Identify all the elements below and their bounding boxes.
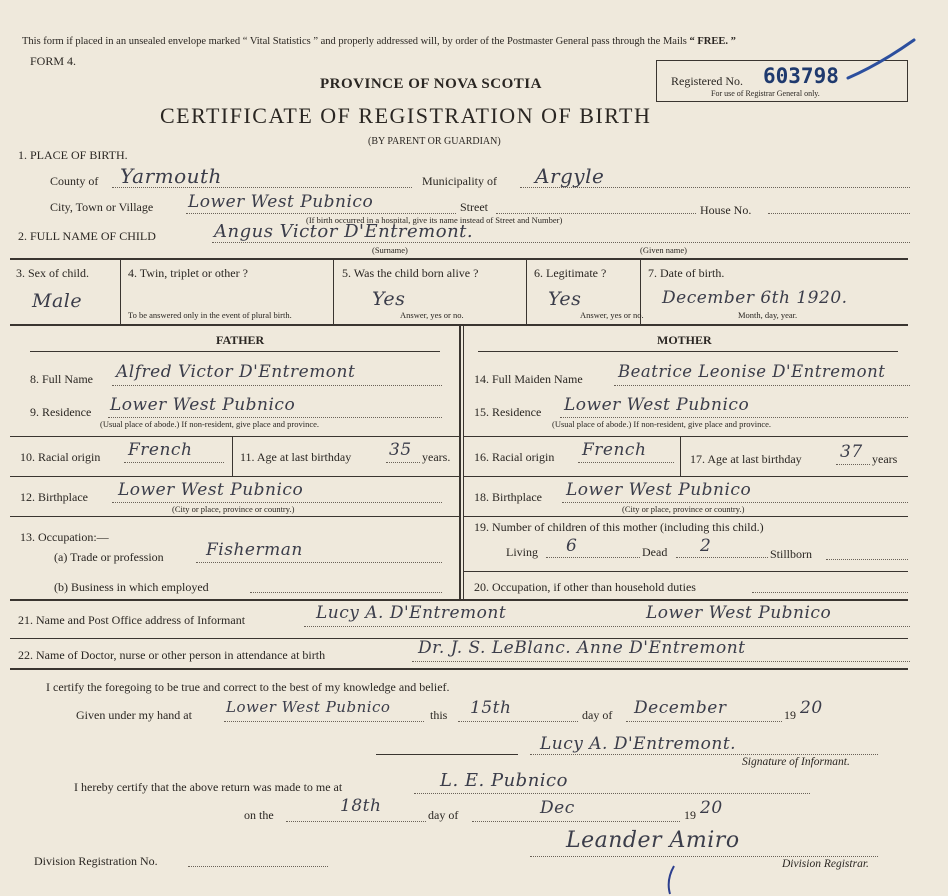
date-of-birth-note: Month, day, year. <box>738 310 798 320</box>
year-value: 20 <box>800 698 823 718</box>
registered-number: 603798 <box>763 64 839 88</box>
certificate-subtitle: (BY PARENT OR GUARDIAN) <box>368 136 501 147</box>
mother-children-label: 19. Number of children of this mother (including this child.) <box>474 520 764 534</box>
mother-racial-label: 16. Racial origin <box>474 450 555 464</box>
return-year-prefix: 19 <box>684 808 696 822</box>
return-day-of-label: day of <box>428 808 459 822</box>
mother-occupation-label: 20. Occupation, if other than household duties <box>474 580 696 594</box>
ink-stroke-mark <box>664 864 678 896</box>
twin-label: 4. Twin, triplet or other ? <box>128 266 248 280</box>
informant-signature: Lucy A. D'Entremont. <box>540 734 737 754</box>
father-birthplace-label: 12. Birthplace <box>20 490 88 504</box>
father-business-label: (b) Business in which employed <box>54 580 209 594</box>
father-residence-label: 9. Residence <box>30 405 92 419</box>
informant-address-value: Lower West Pubnico <box>646 603 832 623</box>
mother-residence-value: Lower West Pubnico <box>564 395 750 415</box>
mother-residence-label: 15. Residence <box>474 405 542 419</box>
given-label: Given under my hand at <box>76 708 192 722</box>
living-value: 6 <box>566 536 578 556</box>
province-title: PROVINCE OF NOVA SCOTIA <box>320 76 542 92</box>
registrar-tick-mark <box>840 36 920 86</box>
return-day-value: 18th <box>340 796 382 816</box>
municipality-value: Argyle <box>535 164 605 188</box>
sex-value: Male <box>32 290 83 312</box>
stillborn-label: Stillborn <box>770 547 813 561</box>
informant-name-value: Lucy A. D'Entremont <box>316 603 507 623</box>
street-label: Street <box>460 200 488 214</box>
dead-value: 2 <box>700 536 712 556</box>
father-name-value: Alfred Victor D'Entremont <box>116 362 356 382</box>
return-year-value: 20 <box>700 798 723 818</box>
registrar-note: For use of Registrar General only. <box>711 89 820 98</box>
registrar-label: Division Registrar. <box>782 858 869 870</box>
mother-name-label: 14. Full Maiden Name <box>474 372 583 386</box>
division-number-label: Division Registration No. <box>34 854 158 868</box>
place-of-birth-label: 1. PLACE OF BIRTH. <box>18 148 128 162</box>
father-age-unit: years. <box>422 450 451 464</box>
father-occupation-label: 13. Occupation:— <box>20 530 109 544</box>
father-trade-label: (a) Trade or profession <box>54 550 164 564</box>
doctor-label: 22. Name of Doctor, nurse or other person in attendance at birth <box>18 648 326 662</box>
year-prefix: 19 <box>784 708 796 722</box>
father-residence-value: Lower West Pubnico <box>110 395 296 415</box>
date-of-birth-label: 7. Date of birth. <box>648 266 725 280</box>
given-name-note: (Given name) <box>640 245 687 255</box>
child-name-label: 2. FULL NAME OF CHILD <box>18 229 156 243</box>
mother-residence-note: (Usual place of abode.) If non-resident, give place and province. <box>552 419 772 429</box>
day-value: 15th <box>470 698 512 718</box>
surname-note: (Surname) <box>372 245 408 255</box>
mother-age-label: 17. Age at last birthday <box>690 452 802 466</box>
certify-text: I certify the foregoing to be true and correct to the best of my knowledge and belief. <box>46 680 450 694</box>
municipality-label: Municipality of <box>422 174 497 188</box>
return-month-value: Dec <box>540 798 575 818</box>
sex-label: 3. Sex of child. <box>16 266 89 280</box>
father-age-label: 11. Age at last birthday <box>240 450 352 464</box>
child-name-value: Angus Victor D'Entremont. <box>214 221 474 242</box>
father-racial-label: 10. Racial origin <box>20 450 101 464</box>
hospital-note: (If birth occurred in a hospital, give its name instead of Street and Number) <box>306 215 563 225</box>
father-residence-note: (Usual place of abode.) If non-resident, give place and province. <box>100 419 320 429</box>
postal-notice: This form if placed in an unsealed envelope marked “ Vital Statistics ” and properly addressed will, by order of the Postmaster General pass through the Mails “ FREE. ” <box>22 36 736 47</box>
father-heading: FATHER <box>216 333 265 347</box>
date-of-birth-value: December 6th 1920. <box>662 288 848 308</box>
legitimate-value: Yes <box>548 288 582 310</box>
father-trade-value: Fisherman <box>206 540 303 560</box>
day-of-label: day of <box>582 708 613 722</box>
legitimate-note: Answer, yes or no. <box>580 310 644 320</box>
this-label: this <box>430 708 448 722</box>
month-value: December <box>634 698 727 718</box>
father-birthplace-value: Lower West Pubnico <box>118 480 304 500</box>
dead-label: Dead <box>642 545 668 559</box>
registered-label: Registered No. <box>671 74 743 88</box>
alive-label: 5. Was the child born alive ? <box>342 266 479 280</box>
house-label: House No. <box>700 203 752 217</box>
twin-note: To be answered only in the event of plural birth. <box>128 310 292 320</box>
mother-age-value: 37 <box>840 442 863 462</box>
county-label: County of <box>50 174 99 188</box>
legitimate-label: 6. Legitimate ? <box>534 266 607 280</box>
given-place-value: Lower West Pubnico <box>226 698 391 716</box>
mother-racial-value: French <box>582 440 647 460</box>
mother-birthplace-label: 18. Birthplace <box>474 490 542 504</box>
mother-birthplace-note: (City or place, province or country.) <box>622 504 745 514</box>
living-label: Living <box>506 545 538 559</box>
doctor-value: Dr. J. S. LeBlanc. Anne D'Entremont <box>418 638 746 658</box>
father-age-value: 35 <box>389 440 412 460</box>
county-value: Yarmouth <box>120 164 222 188</box>
father-name-label: 8. Full Name <box>30 372 93 386</box>
mother-heading: MOTHER <box>657 333 712 347</box>
signature-label: Signature of Informant. <box>742 756 850 768</box>
alive-note: Answer, yes or no. <box>400 310 464 320</box>
city-value: Lower West Pubnico <box>188 192 374 212</box>
informant-label: 21. Name and Post Office address of Informant <box>18 613 246 627</box>
on-the-label: on the <box>244 808 274 822</box>
father-birthplace-note: (City or place, province or country.) <box>172 504 295 514</box>
father-racial-value: French <box>128 440 193 460</box>
mother-age-unit: years <box>872 452 898 466</box>
city-label: City, Town or Village <box>50 200 154 214</box>
certificate-title: CERTIFICATE OF REGISTRATION OF BIRTH <box>160 103 652 128</box>
return-text: I hereby certify that the above return was made to me at <box>74 780 343 794</box>
alive-value: Yes <box>372 288 406 310</box>
return-place-value: L. E. Pubnico <box>440 770 568 791</box>
form-number: FORM 4. <box>30 54 77 68</box>
registrar-signature: Leander Amiro <box>566 828 740 853</box>
mother-birthplace-value: Lower West Pubnico <box>566 480 752 500</box>
mother-name-value: Beatrice Leonise D'Entremont <box>618 362 886 381</box>
